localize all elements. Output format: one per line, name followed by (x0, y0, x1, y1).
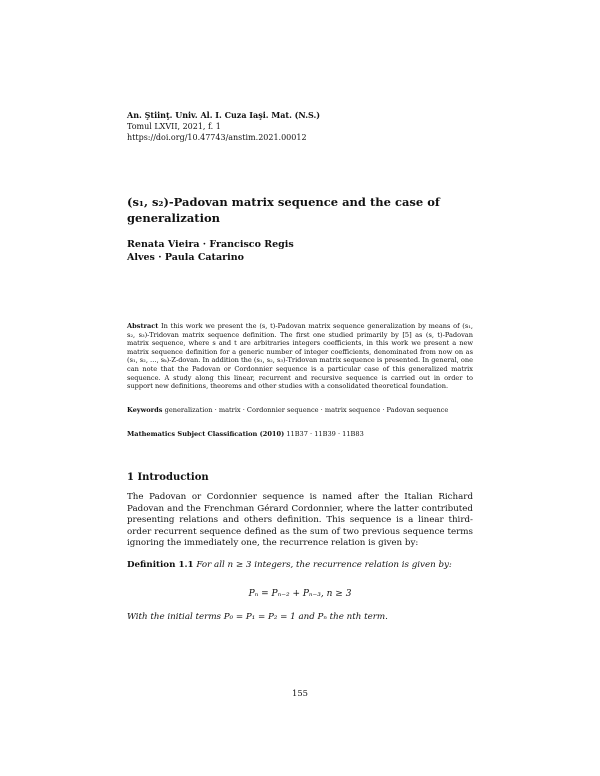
msc-classification (127, 430, 473, 439)
abstract-label: Abstract (127, 322, 159, 330)
journal-volume: Tomul LXVII, 2021, f. 1 (127, 122, 221, 131)
keywords (127, 406, 473, 415)
definition-block (127, 560, 473, 571)
keywords-label: Keywords (127, 406, 163, 414)
journal-name: An. Ştiinţ. Univ. Al. I. Cuza Iaşi. Mat. (N.S.) (127, 110, 321, 120)
keywords-text: generalization · matrix · Cordonnier sequence · matrix sequence · Padovan sequence (164, 406, 449, 414)
msc-label: Mathematics Subject Classification (2010) (127, 430, 285, 438)
authors-line-1: Renata Vieira · Francisco Regis (127, 239, 294, 250)
msc-codes: 11B37 · 11B39 · 11B83 (286, 430, 364, 438)
authors-line-2: Alves · Paula Catarino (127, 252, 244, 263)
paper-authors (127, 238, 467, 264)
journal-doi[interactable]: https://doi.org/10.47743/anstim.2021.00012 (127, 133, 307, 142)
page-number: 155 (292, 688, 308, 698)
definition-label: Definition 1.1 (127, 560, 194, 570)
journal-header (127, 110, 320, 143)
definition-text: For all n ≥ 3 integers, the recurrence relation is given by: (196, 560, 452, 570)
recurrence-equation: Pₙ = Pₙ₋₂ + Pₙ₋₃, n ≥ 3 (248, 589, 352, 599)
abstract (127, 322, 473, 391)
initial-terms: With the initial terms P₀ = P₁ = P₂ = 1 and Pₙ the nth term. (127, 612, 388, 622)
paper-title: (s₁, s₂)-Padovan matrix sequence and the case of generalization (127, 195, 440, 225)
abstract-text: In this work we present the (s, t)-Padovan matrix sequence generalization by means of (s₁, s₂, s₃)-Tridovan matrix sequence definition. The first one studied primarily by [5] as (s, t)-Padovan matrix sequence, where s and t are arbitraries integers coefficients, in this work we present a new matrix sequence definition for a generic number of integer coefficients, denominated from now on as (s₁, s₂, …, sₖ)-Z-dovan. In addition the (s₁, s₂, s₃)-Tridovan matrix sequence is presented. In general, one can note that the Padovan or Cordonnier sequence is a particular case of this generalized matrix sequence. A study along this linear, recurrent and recursive sequence is carried out in order to support new definitions, theorems and other studies with a consolidated theoretical foundation. (127, 322, 473, 391)
section-heading: 1 Introduction (127, 472, 209, 483)
intro-paragraph: The Padovan or Cordonnier sequence is named after the Italian Richard Padovan and the Frenchman Gérard Cordonnier, where the latter contributed presenting relations and others definition. This sequence is a linear third-order recurrent sequence defined as the sum of two previous sequence terms ignoring the immediately one, the recurrence relation is given by: (127, 492, 473, 549)
